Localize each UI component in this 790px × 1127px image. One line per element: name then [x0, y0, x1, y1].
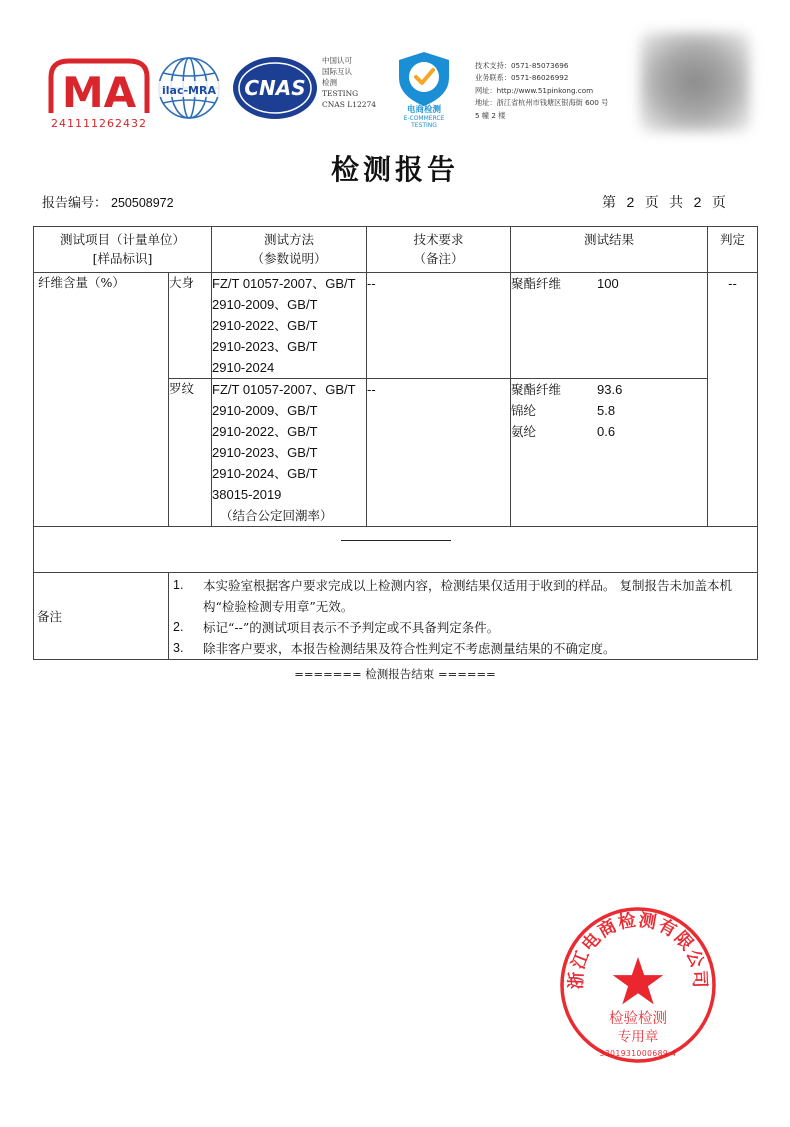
report-end-marker: ======= 检测报告结束 ====== — [294, 667, 496, 681]
table-row — [34, 273, 758, 379]
header-test-method-line2: （参数说明） — [251, 251, 327, 266]
cnas-caption-line: CNAS L12274 — [322, 100, 377, 109]
remark-number: 3. — [173, 641, 184, 655]
result-entry — [511, 379, 707, 400]
separator-cell — [34, 527, 758, 573]
seal-star-icon — [613, 957, 663, 1004]
page-middle: 页 共 — [644, 195, 684, 211]
test-item-label: 纤维含量（%） — [38, 275, 125, 290]
result-entry — [511, 273, 707, 294]
contact-address-cont: 5 幢 2 楼 — [475, 110, 506, 120]
remark-number: 1. — [173, 578, 184, 592]
header-result: 测试结果 — [511, 227, 708, 273]
method-line: 2910-2024、GB/T — [212, 466, 318, 481]
fiber-name: 聚酯纤维 — [511, 276, 562, 291]
table-header-row — [34, 227, 758, 273]
cnas-caption-line: 国际互认 — [322, 67, 352, 76]
page-suffix: 页 — [711, 195, 726, 211]
sample-part: 罗纹 — [169, 379, 212, 527]
contact-business: 业务联系：0571-86026992 — [475, 73, 569, 83]
result-cell — [511, 273, 708, 379]
method-line: 38015-2019 — [212, 487, 282, 502]
method-line: 2910-2009、GB/T — [212, 297, 318, 312]
method-line: 2910-2023、GB/T — [212, 339, 318, 354]
method-cell — [212, 273, 367, 379]
contact-tech-support: 技术支持：0571-85073696 — [475, 61, 569, 70]
end-divider-line — [341, 540, 451, 541]
report-number — [42, 192, 174, 211]
seal-line1: 检验检测 — [609, 1011, 667, 1027]
remarks-row — [34, 573, 758, 660]
cnas-logo — [232, 55, 318, 121]
ilac-logo-text: ilac-MRA — [162, 84, 216, 97]
method-line: FZ/T 01057-2007、GB/T — [212, 382, 356, 397]
cnas-caption-line: 中国认可 — [322, 56, 352, 65]
method-line: 2910-2022、GB/T — [212, 424, 318, 439]
cnas-caption-line: TESTING — [322, 89, 359, 98]
method-line: 2910-2022、GB/T — [212, 318, 318, 333]
remark-item — [169, 638, 757, 659]
method-line: 2910-2024 — [212, 360, 275, 375]
judgement-cell: -- — [708, 273, 758, 527]
cma-cert-number: 241111262432 — [51, 117, 147, 130]
method-line: 2910-2009、GB/T — [212, 403, 318, 418]
header-requirement-line2: （备注） — [413, 251, 464, 266]
separator-row — [34, 527, 758, 573]
fiber-name: 聚酯纤维 — [511, 382, 562, 397]
seal-org-name: 浙江电商检测有限公司 — [566, 910, 710, 990]
header-test-method — [212, 227, 367, 273]
contact-info — [475, 60, 635, 122]
remark-text: 除非客户要求，本报告检测结果及符合性判定不考虑测量结果的不确定度。 — [203, 641, 616, 656]
header-judgement: 判定 — [708, 227, 758, 273]
header-test-method-line1: 测试方法 — [264, 232, 315, 247]
blurred-qr-code — [640, 32, 750, 132]
test-item-name — [34, 273, 169, 527]
header-requirement-line1: 技术要求 — [413, 232, 464, 247]
seal-line2: 专用章 — [617, 1029, 659, 1045]
sample-part: 大身 — [169, 273, 212, 379]
fiber-value: 93.6 — [597, 382, 623, 397]
header-test-item-line1: 测试项目（计量单位） — [60, 232, 186, 247]
contact-website: 网址：http://www.51pinkong.com — [475, 85, 594, 95]
report-title: 检测报告 — [330, 153, 459, 186]
requirement-cell: -- — [367, 379, 511, 527]
page-prefix: 第 — [602, 195, 616, 211]
ecommerce-testing-en: E-COMMERCE TESTING — [403, 115, 445, 129]
header-test-item — [34, 227, 212, 273]
ilac-mra-logo — [157, 55, 221, 121]
report-number-value: 250508972 — [111, 196, 174, 210]
result-entry — [511, 421, 707, 442]
method-cell — [212, 379, 367, 527]
remarks-label: 备注 — [34, 573, 169, 660]
header-test-item-line2: [样品标识] — [92, 251, 153, 266]
cma-logo-text: MA — [61, 68, 137, 117]
method-line: 2910-2023、GB/T — [212, 445, 318, 460]
report-number-label: 报告编号： — [42, 196, 108, 211]
fiber-name: 锦纶 — [511, 403, 537, 418]
remark-item — [169, 617, 757, 638]
ecommerce-testing-cn: 电商检测 — [406, 105, 441, 115]
cnas-caption-line: 检测 — [322, 78, 337, 87]
cnas-logo-text: CNAS — [244, 76, 306, 100]
fiber-value: 0.6 — [597, 424, 616, 439]
contact-address: 地址：浙江省杭州市钱塘区银海街 600 号 — [475, 98, 609, 108]
remark-text: 本实验室根据客户要求完成以上检测内容，检测结果仅适用于收到的样品。 复制报告未加盖本机构“检验检测专用章”无效。 — [203, 578, 732, 614]
ecommerce-testing-logo — [391, 50, 457, 110]
fiber-value: 100 — [597, 276, 619, 291]
method-note: （结合公定回潮率） — [220, 508, 333, 523]
cnas-caption — [322, 55, 384, 110]
header-requirement — [367, 227, 511, 273]
fiber-name: 氨纶 — [511, 424, 537, 439]
result-entry — [511, 400, 707, 421]
remark-text: 标记“--”的测试项目表示不予判定或不具备判定条件。 — [203, 620, 500, 635]
test-results-table — [33, 226, 758, 660]
remark-item — [169, 575, 757, 617]
result-cell — [511, 379, 708, 527]
seal-code: 3301931000689 4 — [599, 1049, 677, 1058]
method-line: FZ/T 01057-2007、GB/T — [212, 276, 356, 291]
remark-number: 2. — [173, 620, 184, 634]
page-current: 2 — [626, 194, 635, 210]
page-indicator — [602, 192, 726, 212]
requirement-cell: -- — [367, 273, 511, 379]
official-seal — [558, 905, 718, 1065]
page-total: 2 — [693, 194, 702, 210]
remarks-cell — [169, 573, 758, 660]
fiber-value: 5.8 — [597, 403, 616, 418]
